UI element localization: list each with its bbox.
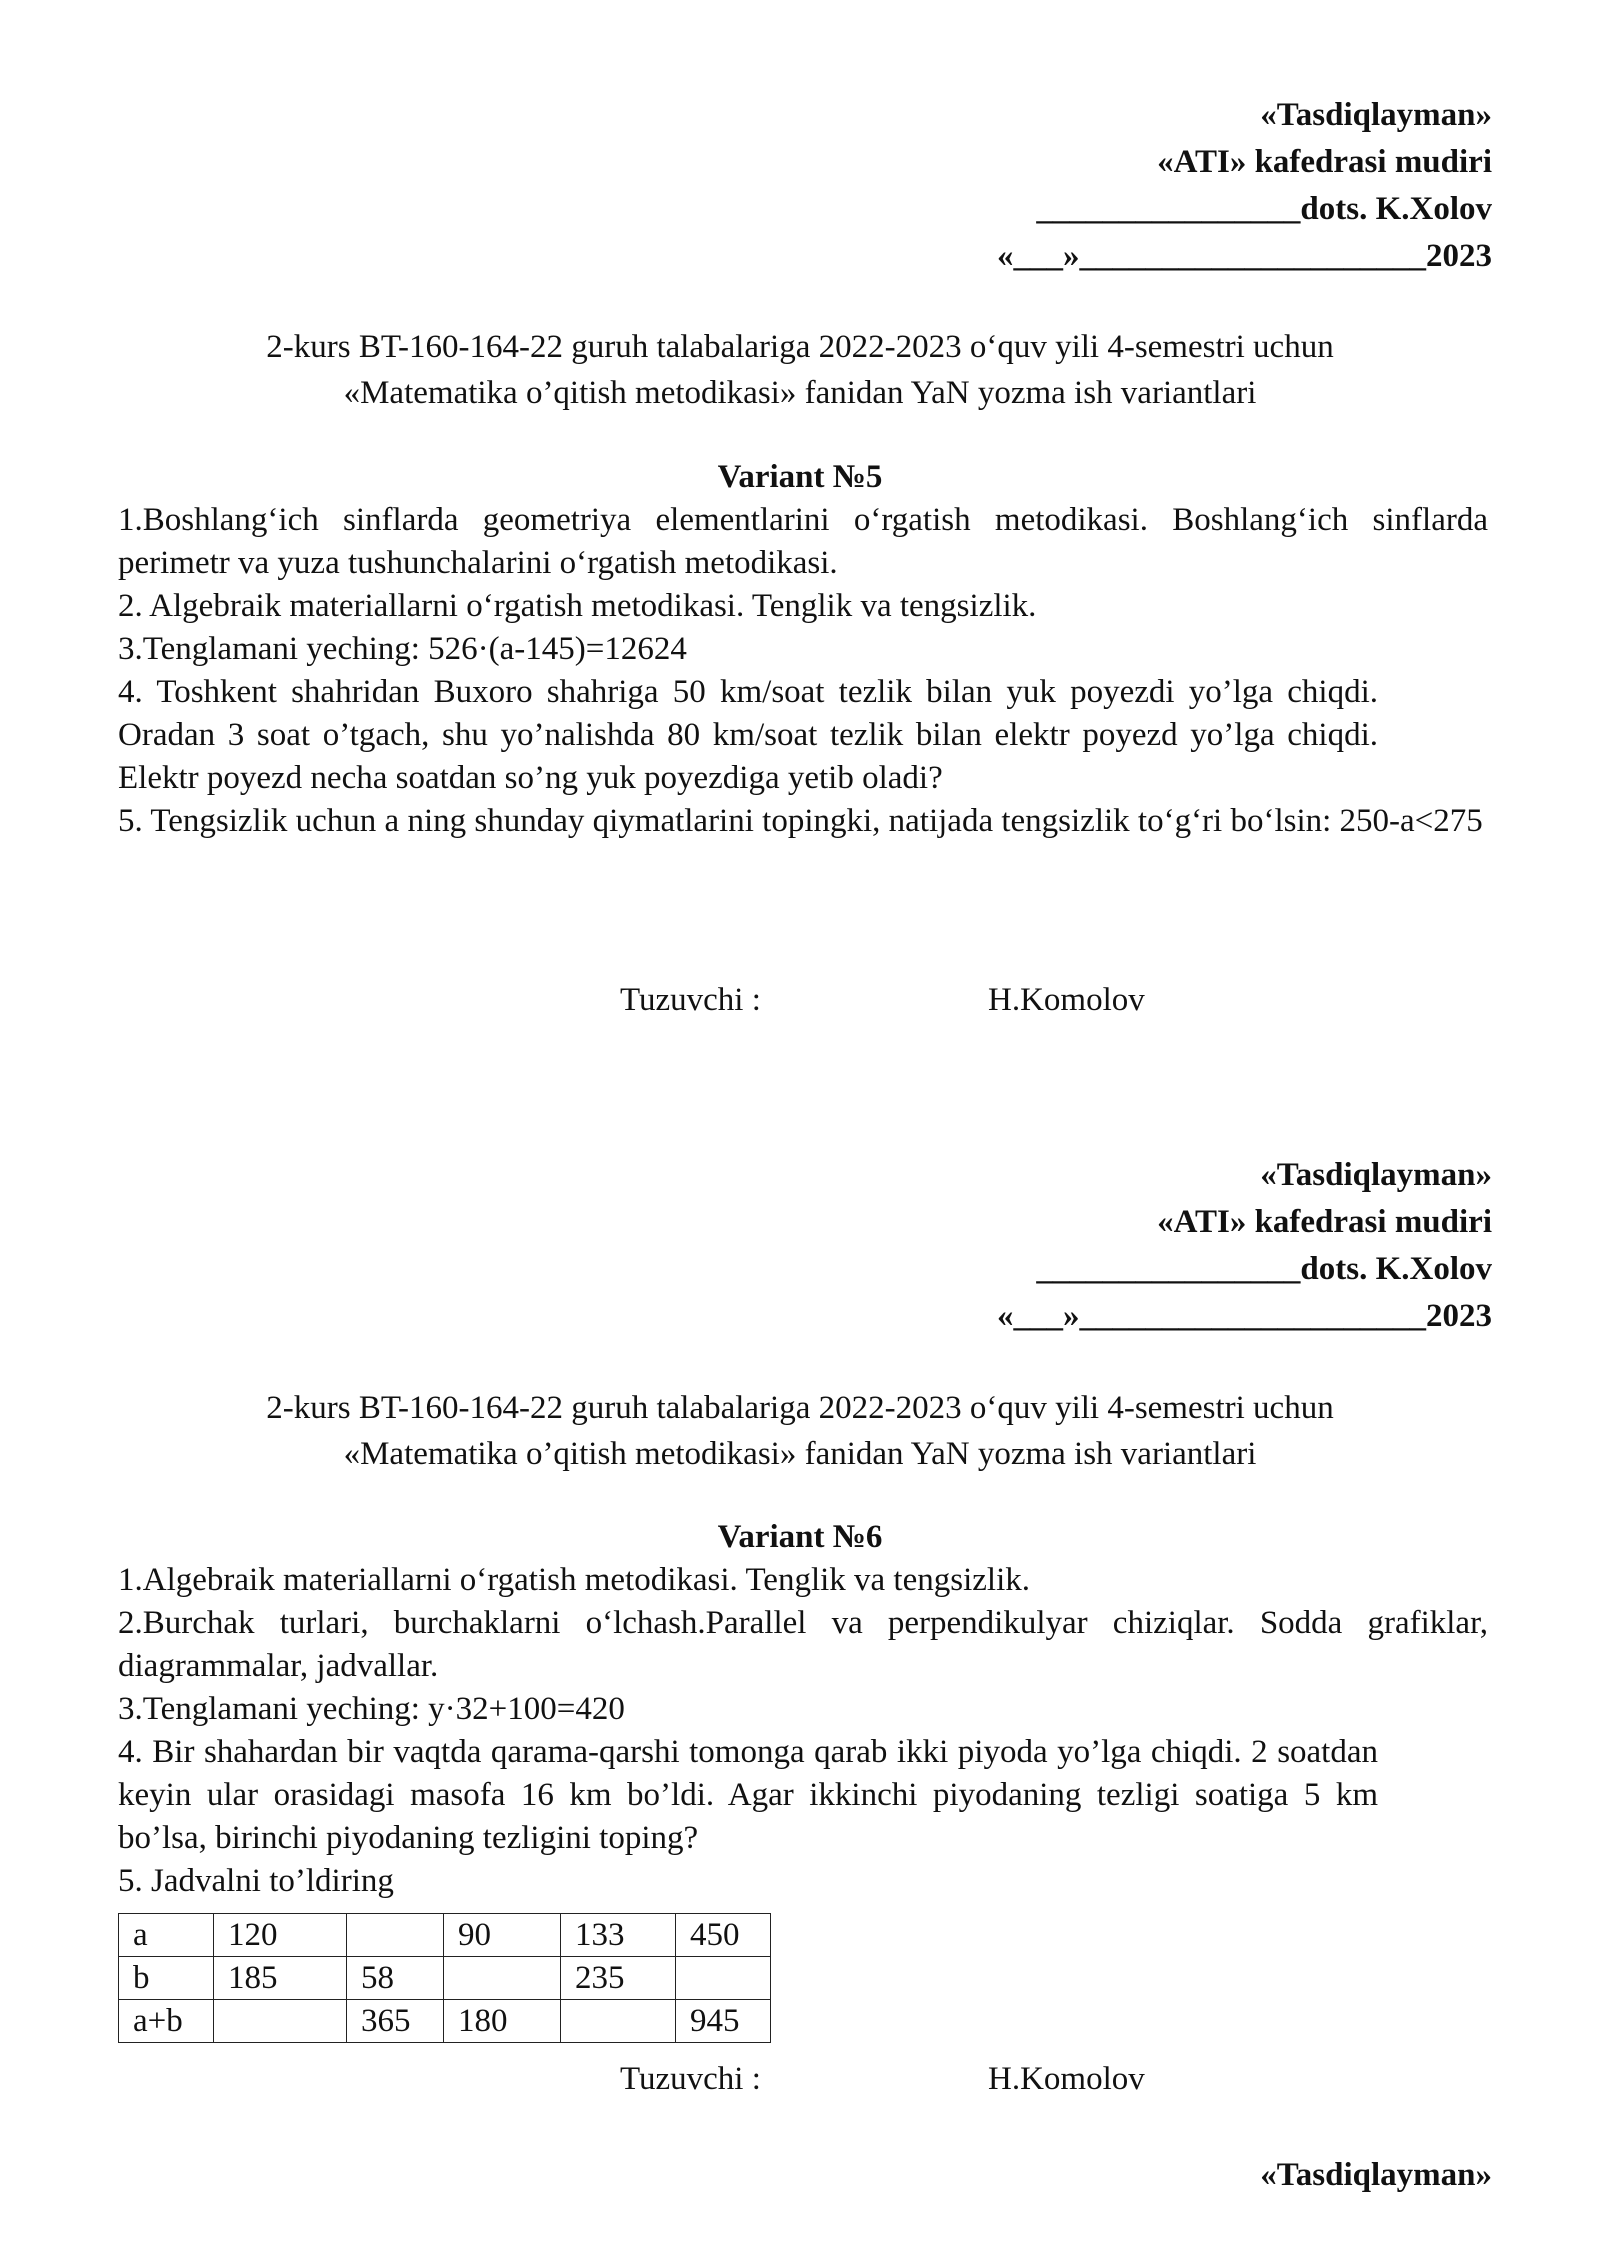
- approval-signatory: ________________dots. K.Xolov: [1036, 191, 1492, 227]
- variant-6-tasks: [118, 1559, 1488, 1903]
- document-header: [0, 1385, 1600, 1477]
- approval-department: «ATI» kafedrasi mudiri: [1157, 144, 1492, 180]
- table-row: [119, 2000, 771, 2043]
- table-cell: [676, 1957, 771, 2000]
- variant-5-task-3: 3.Tenglamani yeching: 526·(a-145)=12624: [118, 631, 687, 667]
- approval-block: [792, 2152, 1492, 2199]
- variant-6-task-5: 5. Jadvalni to’ldiring: [118, 1863, 394, 1899]
- variant-5-task-5: 5. Tengsizlik uchun a ning shunday qiymatlarini topingki, natijada tengsizlik to‘g‘ri bo‘lsin: 250-a<275: [118, 803, 1483, 839]
- table-cell: 133: [561, 1914, 676, 1957]
- table-cell: 58: [347, 1957, 444, 2000]
- table-cell: 90: [444, 1914, 561, 1957]
- table-cell: a: [119, 1914, 214, 1957]
- variant-6-task-1: 1.Algebraik materiallarni o‘rgatish metodikasi. Tenglik va tengsizlik.: [118, 1562, 1030, 1598]
- table-cell: 450: [676, 1914, 771, 1957]
- variant-5-task-4: 4. Toshkent shahridan Buxoro shahriga 50 km/soat tezlik bilan yuk poyezdi yo’lga chiqdi. Oradan 3 soat o’tgach, shu yo’nalishda 80 km/soat tezlik bilan elektr poyezd yo’lga chiqdi. Elektr poyezd necha soatdan so’ng yuk poyezdiga yetib oladi?: [118, 674, 1378, 796]
- table-cell: a+b: [119, 2000, 214, 2043]
- table-cell: [347, 1914, 444, 1957]
- variant-5-task-1: 1.Boshlang‘ich sinflarda geometriya elementlarini o‘rgatish metodikasi. Boshlang‘ich sinflarda perimetr va yuza tushunchalarini o‘rgatish metodikasi.: [118, 502, 1488, 581]
- variant-6-task-3: 3.Tenglamani yeching: y·32+100=420: [118, 1691, 625, 1727]
- signature-label: Tuzuvchi :: [620, 2061, 761, 2097]
- table-cell: [214, 2000, 347, 2043]
- approval-signatory: ________________dots. K.Xolov: [1036, 1251, 1492, 1287]
- approval-date: «___»_____________________2023: [997, 1298, 1492, 1334]
- signature-name: H.Komolov: [988, 2061, 1145, 2097]
- header-line-2: «Matematika o’qitish metodikasi» fanidan YaN yozma ish variantlari: [343, 1436, 1257, 1472]
- variant-6-task-2: 2.Burchak turlari, burchaklarni o‘lchash.Parallel va perpendikulyar chiziqlar. Sodda grafiklar, diagrammalar, jadvallar.: [118, 1605, 1488, 1684]
- table-cell: 235: [561, 1957, 676, 2000]
- table-cell: 120: [214, 1914, 347, 1957]
- approval-title: «Tasdiqlayman»: [1260, 97, 1492, 133]
- header-line-1: 2-kurs BT-160-164-22 guruh talabalariga 2022-2023 o‘quv yili 4-semestri uchun: [266, 1390, 1334, 1426]
- variant-6-title: Variant №6: [717, 1519, 883, 1555]
- approval-block: [792, 1152, 1492, 1340]
- approval-block: [792, 92, 1492, 280]
- table-cell: [444, 1957, 561, 2000]
- document-header: [0, 324, 1600, 416]
- table-row: [119, 1914, 771, 1957]
- table-cell: 945: [676, 2000, 771, 2043]
- table-cell: 365: [347, 2000, 444, 2043]
- table-cell: 185: [214, 1957, 347, 2000]
- variant-5-title: Variant №5: [717, 459, 883, 495]
- approval-title: «Tasdiqlayman»: [1260, 1157, 1492, 1193]
- table-cell: 180: [444, 2000, 561, 2043]
- approval-date: «___»_____________________2023: [997, 238, 1492, 274]
- approval-title: «Tasdiqlayman»: [1260, 2157, 1492, 2193]
- variant-6-task-4: 4. Bir shahardan bir vaqtda qarama-qarshi tomonga qarab ikki piyoda yo’lga chiqdi. 2 soatdan keyin ular orasidagi masofa 16 km bo’ldi. Agar ikkinchi piyodaning tezligi soatiga 5 km bo’lsa, birinchi piyodaning tezligini toping?: [118, 1734, 1378, 1856]
- table-cell: [561, 2000, 676, 2043]
- header-line-2: «Matematika o’qitish metodikasi» fanidan YaN yozma ish variantlari: [343, 375, 1257, 411]
- variant-5-task-2: 2. Algebraik materiallarni o‘rgatish metodikasi. Tenglik va tengsizlik.: [118, 588, 1037, 624]
- signature-name: H.Komolov: [988, 982, 1145, 1018]
- variant-5-tasks: [118, 499, 1488, 843]
- table-cell: b: [119, 1957, 214, 2000]
- fill-in-table: [118, 1913, 771, 2043]
- approval-department: «ATI» kafedrasi mudiri: [1157, 1204, 1492, 1240]
- signature-label: Tuzuvchi :: [620, 982, 761, 1018]
- table-row: [119, 1957, 771, 2000]
- header-line-1: 2-kurs BT-160-164-22 guruh talabalariga 2022-2023 o‘quv yili 4-semestri uchun: [266, 329, 1334, 365]
